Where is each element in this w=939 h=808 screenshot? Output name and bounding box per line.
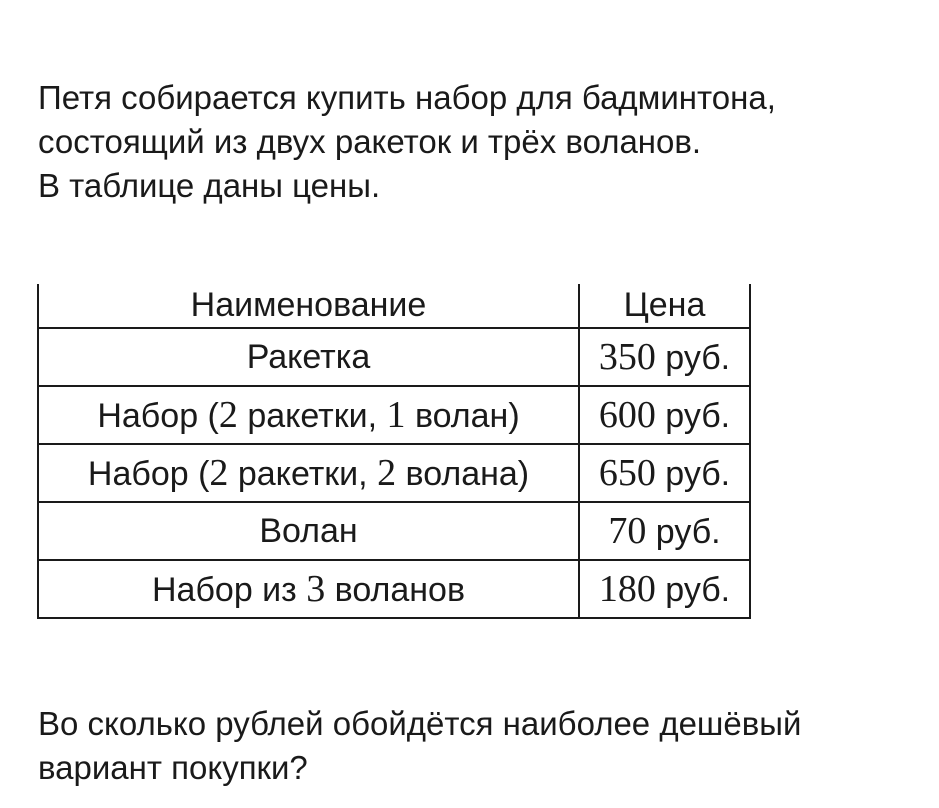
problem-line-1: Петя собирается купить набор для бадминтона, [38,79,776,116]
item-price [579,386,750,444]
item-name [38,560,579,618]
item-count: 2 [218,394,238,436]
item-price [579,444,750,502]
item-name [38,502,579,560]
item-name-text: Набор из [151,571,307,609]
problem-statement [38,76,928,208]
price-unit: руб. [665,397,731,435]
item-count: 1 [386,394,406,436]
item-name-text: волан) [405,397,520,435]
item-name-text: Набор ( [97,397,219,435]
item-count: 2 [209,452,229,494]
item-name [38,328,579,386]
table-row [38,502,750,560]
item-count: 2 [377,452,397,494]
question-line-1: Во сколько рублей обойдётся наиболее дешёвый [38,705,802,742]
price-table [37,284,751,619]
price-value: 180 [598,568,656,610]
item-name-text: ракетки, [237,397,387,435]
item-name [38,386,579,444]
problem-line-3: В таблице даны цены. [38,167,381,204]
question [38,702,938,790]
item-name-text: Ракетка [246,337,371,376]
item-price [579,560,750,618]
price-value: 70 [608,510,647,552]
price-unit: руб. [655,513,721,551]
item-count: 3 [306,568,326,610]
price-unit: руб. [665,571,731,609]
item-price [579,502,750,560]
table-row [38,328,750,386]
header-name: Наименование [38,284,579,328]
item-price [579,328,750,386]
item-name-text: волана) [396,455,530,493]
header-price: Цена [579,284,750,328]
item-name-text: Волан [259,511,358,550]
table-row [38,560,750,618]
problem-line-2: состоящий из двух ракеток и трёх воланов. [38,123,702,160]
table-row [38,386,750,444]
item-name-text: воланов [325,571,466,609]
price-value: 650 [598,452,656,494]
item-name [38,444,579,502]
item-name-text: Набор ( [87,455,210,493]
price-unit: руб. [665,455,731,493]
question-line-2: вариант покупки? [38,749,308,786]
price-value: 600 [598,394,656,436]
item-name-text: ракетки, [228,455,378,493]
price-value: 350 [598,336,656,378]
price-unit: руб. [665,339,731,377]
table-header-row [38,284,750,328]
table-row [38,444,750,502]
